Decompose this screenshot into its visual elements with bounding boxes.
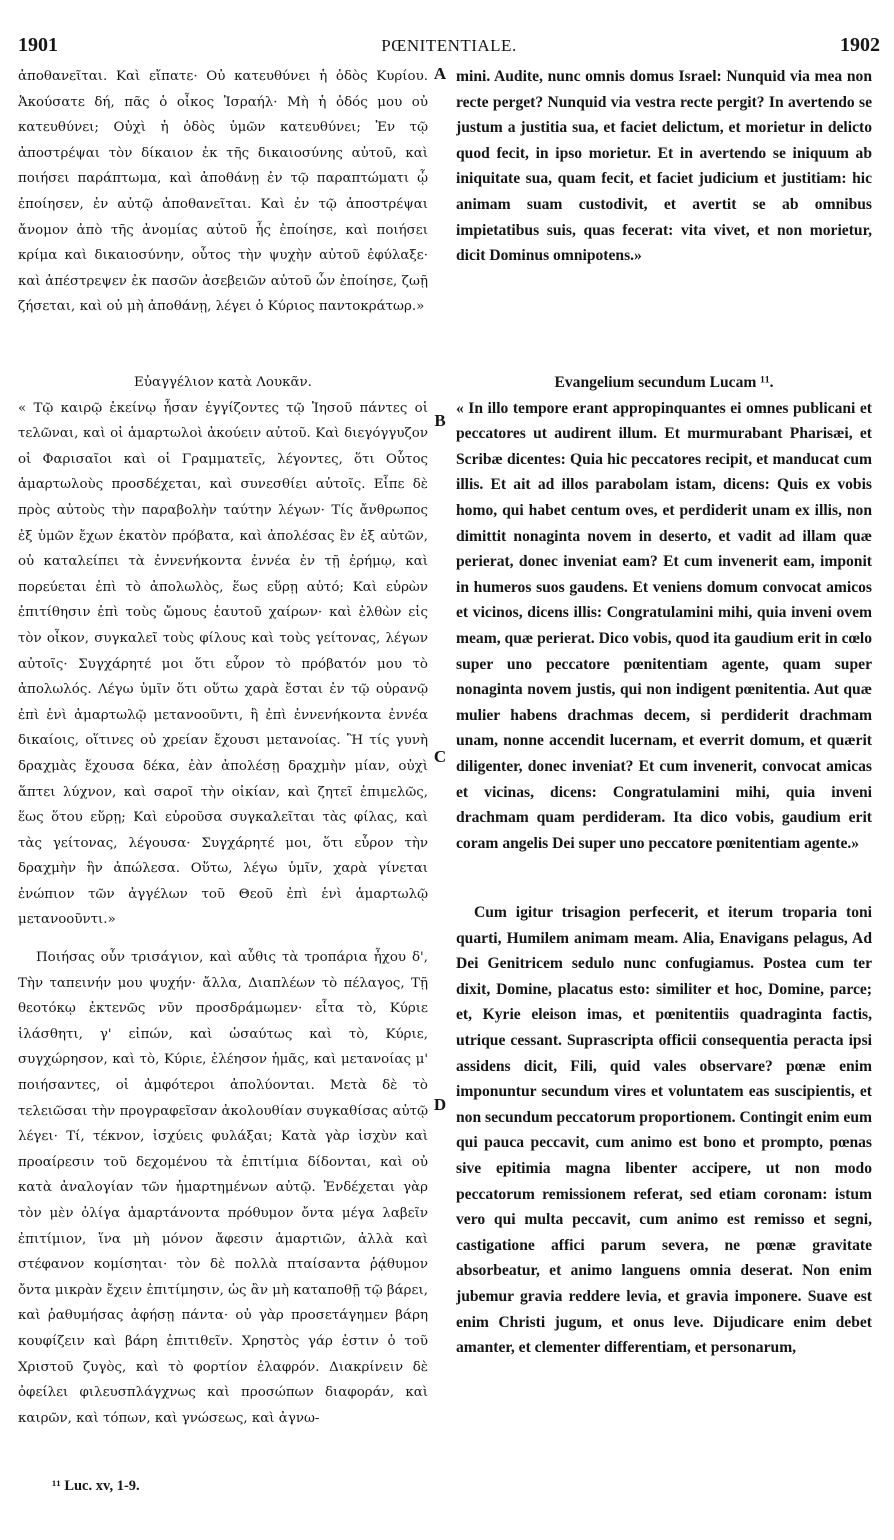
greek-rubric-text: Ποιήσας οὖν τρισάγιον, καὶ αὖθις τὰ τροπάρια ἦχου δ', Τὴν ταπεινήν μου ψυχήν· ἄλλα, Διαπλέων τὸ πέλαγος, Τῇ θεοτόκῳ ἐκτενῶς νῦν προσδράμωμεν· εἶτα τὸ, Κύριε ἱλάσθητι, γ' εἰπών, καὶ ὡσαύτως καὶ τὸ, Κύριε, συγχώρησον, καὶ τὸ, Κύριε, ἐλέησον ἡμᾶς, καὶ μετανοίας μ' ποιήσαντες, οἱ ἀμφότεροι ἀπολύονται. Μετὰ δὲ τὸ τελειῶσαι τὴν προγραφεῖσαν ἀκολουθίαν συγκαθίσας αὐτῷ λέγει· Τί, τέκνον, ἰσχύεις φυλάξαι; Κατὰ γὰρ ἰσχὺν καὶ προαίρεσιν τοῦ δεχομένου τὰ ἐπιτίμια δίδονται, καὶ οὐ κατὰ ἀναλογίαν τῶν ἡμαρτημένων αὐτῷ. Ἐνδέχεται γὰρ τὸν μὲν ὀλίγα ἁμαρτάνοντα πρόθυμον ὄντα μέγα λαβεῖν ἐπιτίμιον, ἵνα μὴ μόνον ἄφεσιν ἁμαρτιῶν, ἀλλὰ καὶ στέφανον κομίσηται· τὸν δὲ πολλὰ πταίσαντα ῥᾴθυμον ὄντα μικρὰν ἔχειν ἐπιτίμησιν, ὡς ἂν μὴ καταποθῇ τῷ βάρει, καὶ ῥαθυμήσας ἀφήσῃ πάντα· οὐ γὰρ προσετάγημεν βάρη κουφίζειν καὶ βάρη ἐπιτιθεῖν. Χρηστὸς γάρ ἐστιν ὁ τοῦ Χριστοῦ ζυγὸς, καὶ τὸ φορτίον ἐλαφρόν. Διακρίνειν δὲ ὀφείλει φιλευσπλάγχνως καὶ προσώπων διαφοράν, καὶ καιρῶν, καὶ τόπων, καὶ γνώσεως, καὶ ἀγνω- xyxy=(18,950,428,1426)
greek-passage-ezekiel: ἀποθανεῖται. Καὶ εἴπατε· Οὐ κατευθύνει ἡ ὁδὸς Κυρίου. Ἀκούσατε δή, πᾶς ὁ οἶκος Ἰσραήλ· Μὴ ἡ ὁδός μου οὐ κατευθύνει; Οὐχὶ ἡ ὁδὸς ὑμῶν κατευθύνει; Ἐν τῷ ἀποστρέψαι τὸν δίκαιον ἐκ τῆς δικαιοσύνης αὐτοῦ, καὶ ποιήσει παράπτωμα, καὶ ἀποθάνῃ ἐν τῷ παραπτώματι ᾧ ἐποίησεν, ἐν αὐτῷ ἀποθανεῖται. Καὶ ἐν τῷ ἀποστρέψαι ἄνομον ἀπὸ τῆς ἀνομίας αὐτοῦ ἧς ἐποίησε, καὶ ποιήσει κρίμα καὶ δικαιοσύνην, οὗτος τὴν ψυχὴν αὐτοῦ ἐφύλαξε· καὶ ἀπέστρεψεν ἐκ πασῶν ἀσεβειῶν αὐτοῦ ὧν ἐποίησε, ζωῇ ζήσεται, καὶ οὐ μὴ ἀποθάνῃ, λέγει ὁ Κύριος παντοκράτωρ.» xyxy=(18,69,428,315)
latin-column-gospel xyxy=(456,370,872,890)
left-page-number: 1901 xyxy=(18,34,58,56)
greek-column-top xyxy=(18,64,428,354)
margin-marker-c: C xyxy=(433,747,447,766)
latin-gospel-heading: Evangelium secundum Lucam ¹¹. xyxy=(554,374,774,391)
latin-column-bottom xyxy=(456,900,872,1470)
greek-gospel-heading: Εὐαγγέλιον κατὰ Λουκᾶν. xyxy=(134,375,312,390)
greek-gospel-text: « Τῷ καιρῷ ἐκείνῳ ἦσαν ἐγγίζοντες τῷ Ἰησοῦ πάντες οἱ τελῶναι, καὶ οἱ ἁμαρτωλοὶ ἀκούειν αὐτοῦ. Καὶ διεγόγγυζον οἱ Φαρισαῖοι καὶ οἱ Γραμματεῖς, λέγοντες, ὅτι Οὗτος ἁμαρτωλοὺς προσδέχεται, καὶ συνεσθίει αὐτοῖς. Εἶπε δὲ πρὸς αὐτοὺς τὴν παραβολὴν ταύτην λέγων· Τίς ἄνθρωπος ἐξ ὑμῶν ἔχων ἑκατὸν πρόβατα, καὶ ἀπολέσας ἓν ἐξ αὐτῶν, οὐ καταλείπει τὰ ἐννενήκοντα ἐννέα ἐν τῇ ἐρήμῳ, καὶ πορεύεται ἐπὶ τὸ ἀπολωλὸς, ἕως εὕρῃ αὐτό; Καὶ εὑρὼν ἐπιτίθησιν ἐπὶ τοὺς ὤμους ἑαυτοῦ χαίρων· καὶ ἐλθὼν εἰς τὸν οἶκον, συγκαλεῖ τοὺς φίλους καὶ τοὺς γείτονας, λέγων αὐτοῖς· Συγχάρητέ μοι ὅτι εὗρον τὸ πρόβατόν μου τὸ ἀπολωλός. Λέγω ὑμῖν ὅτι οὕτω χαρὰ ἔσται ἐν τῷ οὐρανῷ ἐπὶ ἑνὶ ἁμαρτωλῷ μετανοοῦντι, ἢ ἐπὶ ἐννενήκοντα ἐννέα δικαίοις, οἵτινες οὐ χρείαν ἔχουσι μετανοίας. Ἢ τίς γυνὴ δραχμὰς ἔχουσα δέκα, ἐὰν ἀπολέσῃ δραχμὴν μίαν, οὐχὶ ἅπτει λύχνον, καὶ σαροῖ τὴν οἰκίαν, καὶ ζητεῖ ἐπιμελῶς, ἕως ὅτου εὕρῃ; Καὶ εὑροῦσα συγκαλεῖται τὰς φίλας, καὶ τὰς γείτονας, λέγουσα· Συγχάρητέ μοι, ὅτι εὗρον τὴν δραχμὴν ἣν ἀπώλεσα. Οὕτω, λέγω ὑμῖν, χαρὰ γίνεται ἐνώπιον τῶν ἀγγέλων τοῦ Θεοῦ ἐπὶ ἑνὶ ἁμαρτωλῷ μετανοοῦντι.» xyxy=(18,400,428,928)
footnote: ¹¹ Luc. xv, 1-9. xyxy=(52,1478,140,1494)
latin-rubric-text: Cum igitur trisagion perfecerit, et iterum troparia toni quarti, Humilem animam meam. Alia, Enavigans pelagus, Ad Dei Genitricem sedulo nunc confugiamus. Postea cum ter dixit, Domine, placatus esto: similiter et hoc, Domine, parce; et, Kyrie eleison imas, et pœnitentiis quadraginta factis, utrique cessant. Suprascripta officii consequentia peracta ipsi assidens dicit, Fili, quid vales observare? pœnæ enim imponuntur secundum vires et voluntatem eas suscipientis, et non secundum peccatorum proportionem. Contingit enim eum qui pauca peccavit, cum animo est bono et prompto, pœnas sive epitimia magna libenter accipere, ut non modo peccatorum remissionem referat, sed etiam coronam: istum vero qui multa peccavit, cum animo est remisso et segni, castigatione affici parum severa, ne pœnæ gravitate absorbeatur, et animo languens omnia deserat. Non enim jubemur gravia reddere levia, et gravia imponere. Suave est enim Christi jugum, et onus leve. Dijudicare enim debet amanter, et clementer differentiam, et personarum, xyxy=(456,904,872,1357)
right-page-number: 1902 xyxy=(840,34,880,56)
margin-marker-d: D xyxy=(433,1095,447,1114)
running-title: PŒNITENTIALE. xyxy=(381,36,517,55)
margin-marker-b: B xyxy=(434,411,446,430)
margin-marker-a: A xyxy=(433,64,447,83)
latin-column-top xyxy=(456,64,872,304)
latin-gospel-text: « In illo tempore erant appropinquantes ei omnes publicani et peccatores ut audirent illum. Et murmurabant Pharisæi, et Scribæ dicentes: Quia hic peccatores recipit, et manducat cum illis. Et ait ad illos parabolam istam, dicens: Quis ex vobis homo, qui habet centum oves, et perdiderit unam ex illis, non dimittit nonaginta novem in deserto, et vadit ad illam quæ perierat, donec inveniat eam? Et cum invenerit eam, imponit in humeros suos gaudens. Et veniens domum convocat amicos et vicinos, dicens illis: Congratulamini mihi, quia inveni ovem meam, quæ perierat. Dico vobis, quod ita gaudium erit in cœlo super uno peccatore pœnitentiam agente, quam super nonaginta novem justis, qui non indigent pœnitentia. Aut quæ mulier habens drachmas decem, si perdiderit drachmam unam, nonne accendit lucernam, et everrit domum, et quærit diligenter, donec inveniat? Et cum invenerit, convocat amicas et vicinas, dicens: Congratulamini mihi, quia inveni drachmam quam perdideram. Ita dico vobis, gaudium erit coram angelis Dei super uno peccatore pœnitentiam agente.» xyxy=(456,399,872,852)
running-header xyxy=(18,34,880,62)
latin-passage-ezekiel: mini. Audite, nunc omnis domus Israel: Nunquid via mea non recte perget? Nunquid via vestra recte pergit? In avertendo se justum a justitia sua, et faciet delictum, et morietur in delicto quod fecit, in ipso morietur. Et in avertendo se iniquum ab iniquitate sua, quam fecit, et faciet judicium et justitiam: hic animam suam custodivit, et avertit se ab omnibus impietatibus suis, quas fecerat: vita vivet, et non morietur, dicit Dominus omnipotens.» xyxy=(456,68,872,265)
greek-column-bottom xyxy=(18,945,428,1465)
greek-column-gospel xyxy=(18,370,428,940)
